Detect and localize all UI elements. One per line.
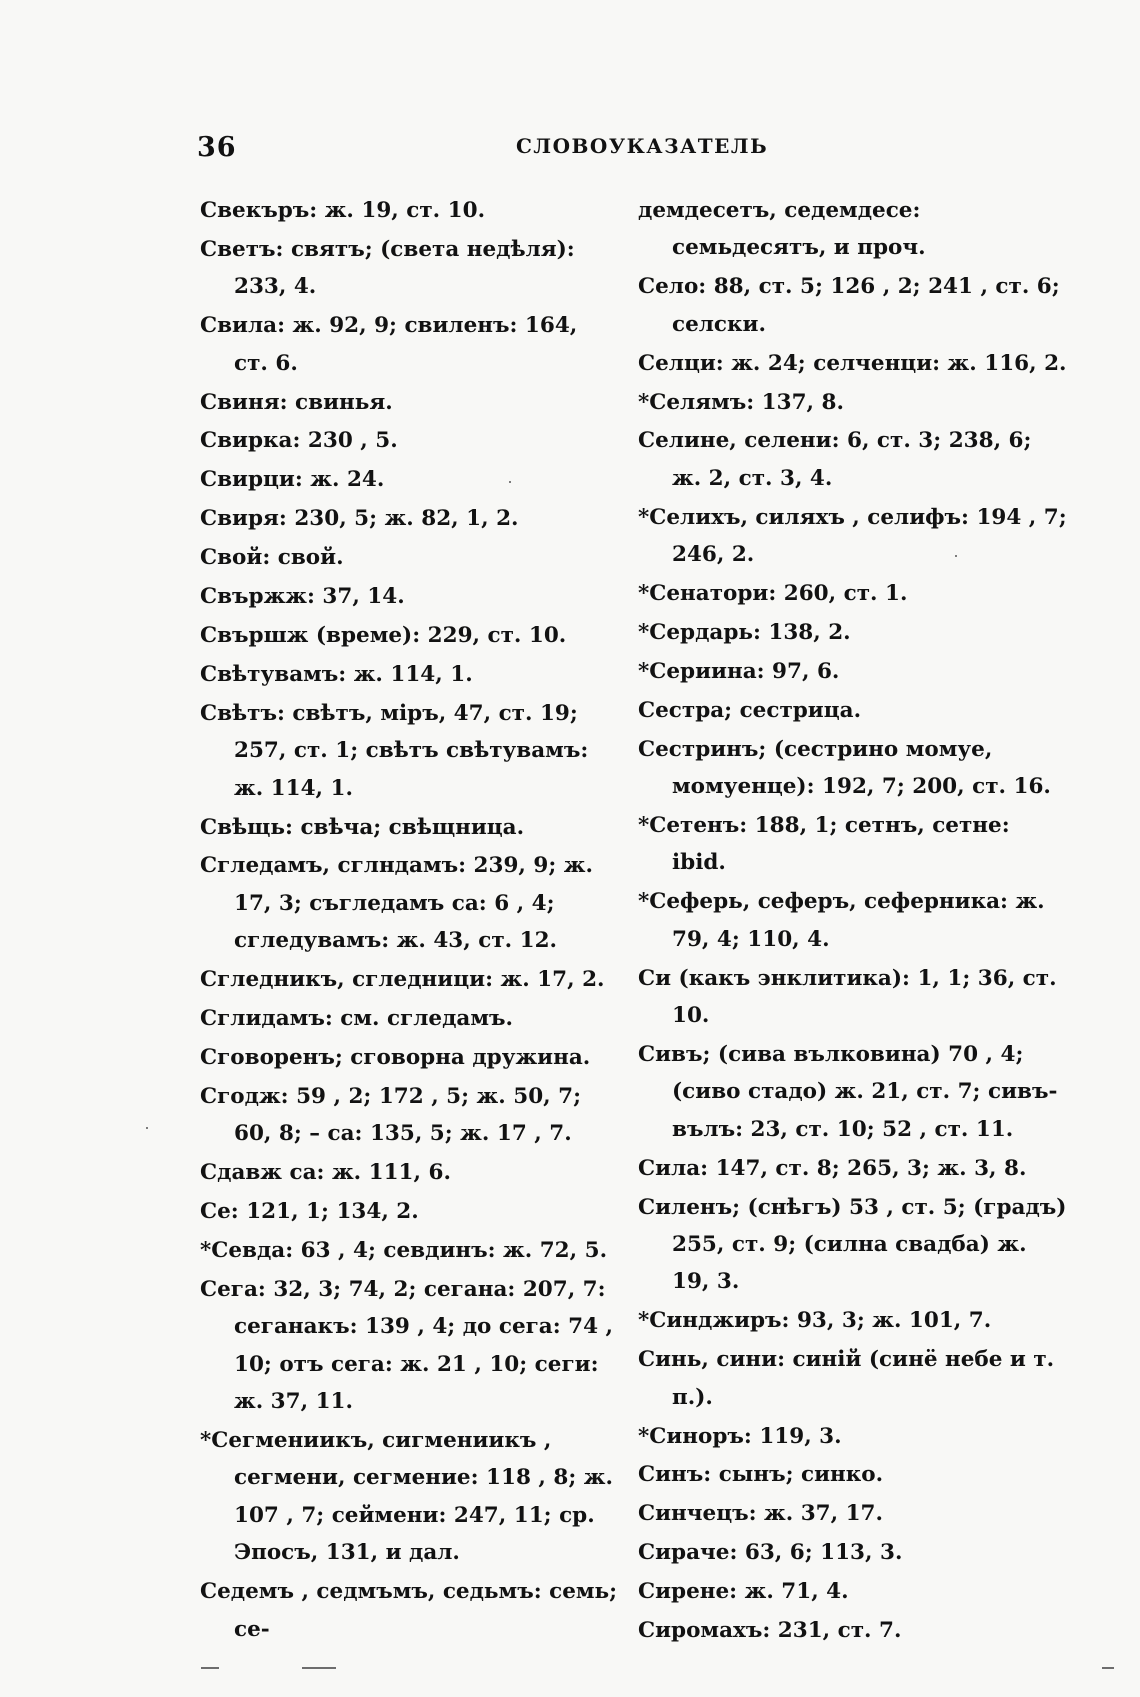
dictionary-entry: Сестра; сестрица. — [638, 697, 862, 723]
dictionary-entry: *Селихъ, силяхъ , селифъ: 194 , 7; 246, 2. — [638, 504, 1067, 568]
left-column — [200, 192, 618, 1649]
dictionary-entry: Сега: 32, 3; 74, 2; сегана: 207, 7: сеганакъ: 139 , 4; до сега: 74 , 10; отъ сега: ж. 21 , 10; сеги: ж. 37, 11. — [200, 1276, 614, 1415]
dictionary-entry: *Сериина: 97, 6. — [638, 658, 840, 684]
dictionary-entry: демдесетъ, седемдесе: семьдесятъ, и проч. — [638, 198, 926, 261]
dictionary-entry: *Сеферь, сеферъ, сеферника: ж. 79, 4; 110, 4. — [638, 889, 1045, 952]
dictionary-entry: Свирка: 230 , 5. — [200, 428, 398, 454]
dictionary-entry: Сгледникъ, сгледници: ж. 17, 2. — [200, 967, 605, 993]
dictionary-entry: Сгодж: 59 , 2; 172 , 5; ж. 50, 7; 60, 8; – са: 135, 5; ж. 17 , 7. — [200, 1083, 582, 1147]
dictionary-entry: Сговоренъ; сговорна дружина. — [200, 1044, 591, 1070]
scan-speck — [955, 555, 957, 557]
dictionary-entry: Синчецъ: ж. 37, 17. — [638, 1501, 883, 1527]
running-title: СЛОВОУКАЗАТЕЛЬ — [516, 134, 769, 158]
dictionary-entry: *Сетенъ: 188, 1; сетнъ, сетне: ibid. — [638, 813, 1010, 876]
dictionary-entry: Седемъ , седмъмъ, седьмъ: семь; се- — [200, 1579, 618, 1642]
dictionary-entry: Сгледамъ, сглндамъ: 239, 9; ж. 17, 3; съгледамъ са: 6 , 4; сгледувамъ: ж. 43, ст. 12. — [200, 853, 593, 954]
dictionary-entry: Свиря: 230, 5; ж. 82, 1, 2. — [200, 506, 519, 532]
bottom-scan-mark — [1102, 1667, 1114, 1669]
dictionary-entry: Свѣтувамъ: ж. 114, 1. — [200, 661, 473, 687]
dictionary-entry: *Синоръ: 119, 3. — [638, 1423, 842, 1449]
dictionary-entry: Синъ: сынъ; синко. — [638, 1462, 884, 1488]
right-column — [638, 192, 1068, 1651]
dictionary-entry: Село: 88, ст. 5; 126 , 2; 241 , ст. 6; селски. — [638, 274, 1060, 337]
dictionary-entry: Свила: ж. 92, 9; свиленъ: 164, ст. 6. — [200, 313, 578, 376]
dictionary-entry: Свирци: ж. 24. — [200, 467, 385, 493]
dictionary-entry: Се: 121, 1; 134, 2. — [200, 1199, 419, 1225]
dictionary-entry: Свършж (време): 229, ст. 10. — [200, 622, 567, 648]
dictionary-entry: *Сегмениикъ, сигмениикъ , сегмени, сегмение: 118 , 8; ж. 107 , 7; сеймени: 247, 11; ср. Эпосъ, 131, и дал. — [200, 1428, 613, 1566]
scan-speck — [146, 1127, 148, 1129]
dictionary-entry: *Сенатори: 260, ст. 1. — [638, 581, 908, 607]
dictionary-entry: Свой: свой. — [200, 545, 344, 571]
dictionary-entry: Сираче: 63, 6; 113, 3. — [638, 1540, 903, 1566]
dictionary-entry: Сиромахъ: 231, ст. 7. — [638, 1618, 902, 1644]
dictionary-entry: Свекъръ: ж. 19, ст. 10. — [200, 198, 486, 223]
dictionary-entry: Свѣтъ: свѣтъ, міръ, 47, ст. 19; 257, ст. 1; свѣтъ свѣтувамъ: ж. 114, 1. — [200, 700, 589, 801]
bottom-scan-mark — [302, 1667, 336, 1669]
dictionary-entry: *Севда: 63 , 4; севдинъ: ж. 72, 5. — [200, 1237, 608, 1263]
dictionary-entry: Сила: 147, ст. 8; 265, 3; ж. 3, 8. — [638, 1155, 1027, 1181]
dictionary-entry: Синь, сини: синій (синё небе и т. п.). — [638, 1347, 1055, 1410]
dictionary-entry: Сивъ; (сива вълковина) 70 , 4; (сиво стадо) ж. 21, ст. 7; сивъ-вълъ: 23, ст. 10; 52 , ст. 11. — [638, 1041, 1058, 1142]
dictionary-entry: Свържж: 37, 14. — [200, 584, 405, 610]
dictionary-entry: Сестринъ; (сестрино момуе, момуенце): 192, 7; 200, ст. 16. — [638, 736, 1051, 800]
dictionary-entry: *Сердарь: 138, 2. — [638, 619, 851, 645]
dictionary-entry: Сдавж са: ж. 111, 6. — [200, 1160, 451, 1186]
bottom-scan-mark — [201, 1667, 219, 1669]
dictionary-entry: Силенъ; (снѣгъ) 53 , ст. 5; (градъ) 255, ст. 9; (силна свадба) ж. 19, 3. — [638, 1194, 1067, 1295]
scan-speck — [509, 481, 511, 483]
dictionary-entry: Светъ: святъ; (света недѣля): 233, 4. — [200, 236, 575, 300]
dictionary-entry: Селине, селени: 6, ст. 3; 238, 6; ж. 2, ст. 3, 4. — [638, 428, 1032, 491]
dictionary-entry: Сглидамъ: см. сгледамъ. — [200, 1006, 513, 1032]
dictionary-entry: Си (какъ энклитика): 1, 1; 36, ст. 10. — [638, 965, 1057, 1029]
dictionary-entry: Селци: ж. 24; селченци: ж. 116, 2. — [638, 350, 1067, 376]
dictionary-entry: Свѣщь: свѣча; свѣщница. — [200, 814, 525, 840]
dictionary-entry: Сирене: ж. 71, 4. — [638, 1579, 849, 1605]
page-number: 36 — [197, 132, 237, 163]
dictionary-entry: *Селямъ: 137, 8. — [638, 389, 844, 415]
dictionary-entry: *Синджиръ: 93, 3; ж. 101, 7. — [638, 1308, 992, 1334]
dictionary-entry: Свиня: свинья. — [200, 389, 393, 415]
